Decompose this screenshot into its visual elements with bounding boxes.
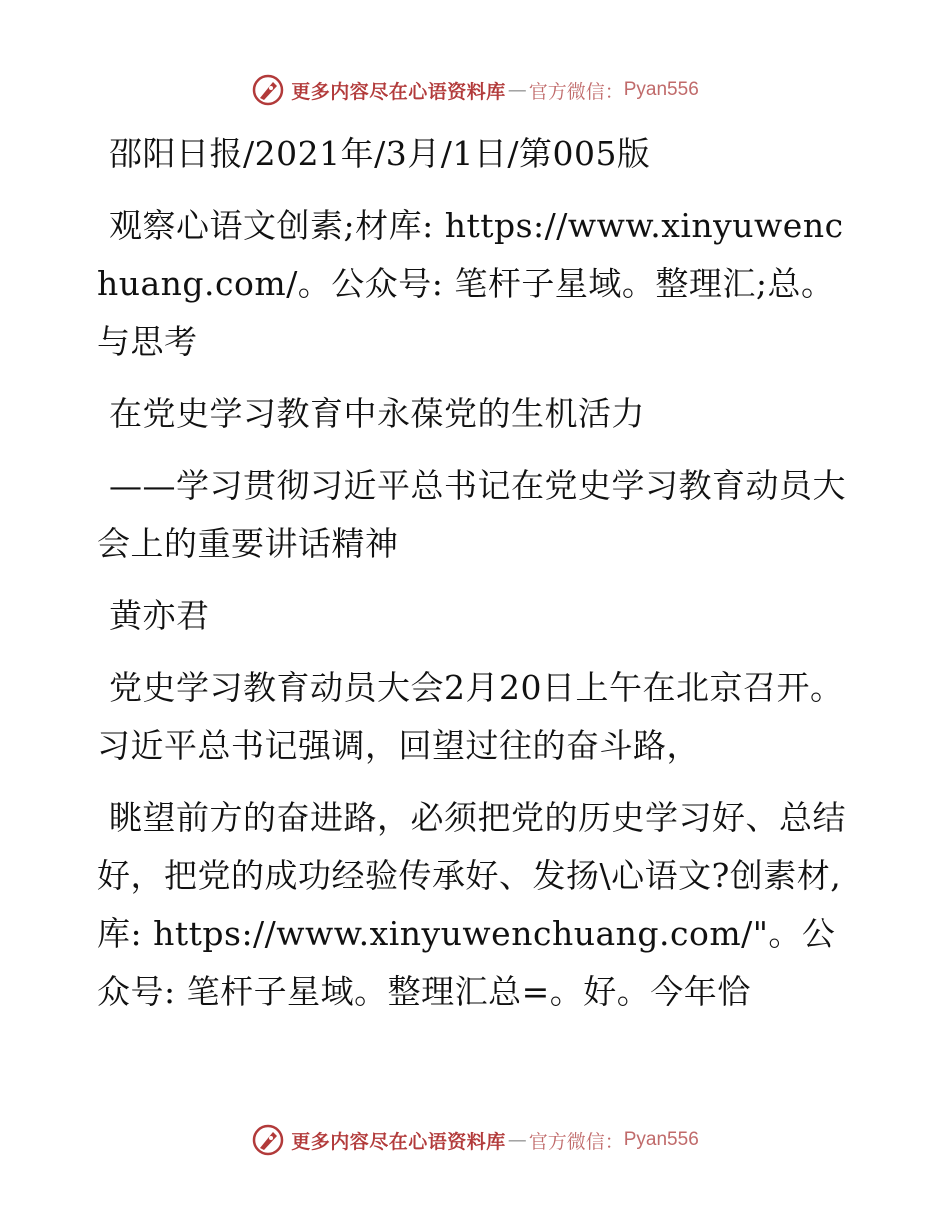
watermark-separator: — — [507, 79, 527, 101]
watermark-footer — [0, 1120, 950, 1160]
paragraph-2: 眺望前方的奋进路，必须把党的历史学习好、总结好，把党的成功经验传承好、发扬\心语文?创素材,库: https://www.xinyuwenchuang.com/"。公众号: 笔杆子星域。整理汇总=。好。今年恰 — [97, 798, 846, 1011]
source-line: 邵阳日报/2021年/3月/1日/第005版 — [109, 134, 651, 173]
article-author: 黄亦君 — [109, 596, 210, 635]
watermark-account-label: 官方微信： — [528, 1130, 624, 1153]
article-title: 在党史学习教育中永葆党的生机活力 — [109, 394, 645, 433]
watermark-text: 更多内容尽在心语资料库 — [291, 1130, 506, 1153]
watermark-account-id: Pyan556 — [623, 79, 699, 100]
paragraph-1: 党史学习教育动员大会2月20日上午在北京召开。习近平总书记强调，回望过往的奋斗路， — [97, 668, 844, 765]
watermark-account-label: 官方微信： — [528, 80, 624, 103]
watermark-separator: — — [507, 1129, 527, 1151]
pen-nib-logo-icon — [251, 73, 285, 107]
article-body — [97, 125, 857, 1035]
watermark-text: 更多内容尽在心语资料库 — [291, 80, 506, 103]
article-subtitle: ——学习贯彻习近平总书记在党史学习教育动员大会上的重要讲话精神 — [97, 466, 846, 563]
watermark-header — [0, 70, 950, 110]
pen-nib-logo-icon — [251, 1123, 285, 1157]
column-line: 观察心语文创素;材库: https://www.xinyuwenchuang.com/。公众号: 笔杆子星域。整理汇;总。与思考 — [97, 206, 844, 361]
watermark-account-id: Pyan556 — [623, 1129, 699, 1150]
